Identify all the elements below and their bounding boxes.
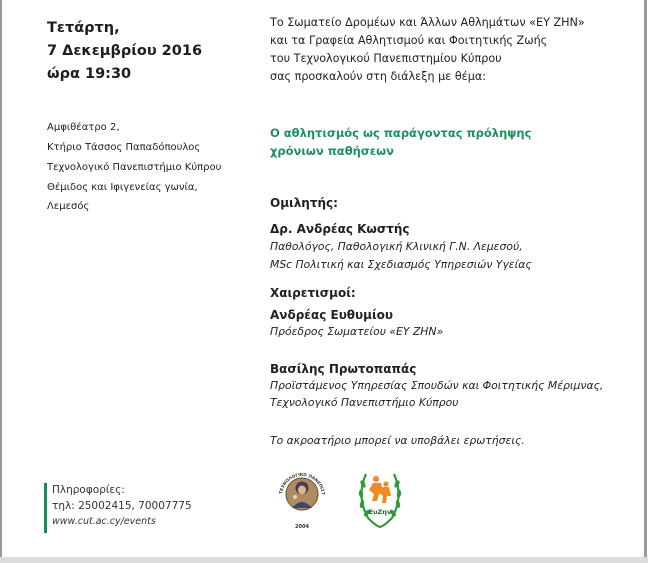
cut-university-logo xyxy=(276,466,328,534)
intro-line: του Τεχνολογικού Πανεπιστημίου Κύπρου xyxy=(270,52,502,65)
address-line: Αμφιθέατρο 2, xyxy=(47,122,120,133)
speaker-name: Δρ. Ανδρέας Κωστής xyxy=(270,222,410,236)
info-accent-bar xyxy=(44,483,47,533)
page-border-left xyxy=(0,0,2,557)
euzin-club-logo xyxy=(354,466,406,534)
lecture-topic-line: Ο αθλητισμός ως παράγοντας πρόληψης xyxy=(270,126,532,140)
greeter-role: Προϊστάμενος Υπηρεσίας Σπουδών και Φοιτητικής Μέριμνας, xyxy=(270,379,604,392)
speaker-role: Παθολόγος, Παθολογική Κλινική Γ.Ν. Λεμεσού, xyxy=(270,240,523,253)
address-line: Τεχνολογικό Πανεπιστήμιο Κύπρου xyxy=(47,162,222,173)
svg-text:2004: 2004 xyxy=(295,524,309,530)
lecture-topic-line: χρόνιων παθήσεων xyxy=(270,144,394,158)
address-line: Θέμιδος και Ιφιγενείας γωνία, xyxy=(47,182,198,193)
greeter-name: Βασίλης Πρωτοπαπάς xyxy=(270,362,417,376)
intro-line: Το Σωματείο Δρομέων και Άλλων Αθλημάτων «ΕΥ ΖΗΝ» xyxy=(270,16,585,29)
speaker-heading: Ομιλητής: xyxy=(270,196,338,210)
greetings-heading: Χαιρετισμοί: xyxy=(270,286,356,300)
info-phone: τηλ: 25002415, 70007775 xyxy=(52,500,192,512)
intro-line: σας προσκαλούν στη διάλεξη με θέμα: xyxy=(270,70,486,83)
event-date: 7 Δεκεμβρίου 2016 xyxy=(47,43,203,59)
page-border-bottom xyxy=(0,557,648,563)
closing-note: Το ακροατήριο μπορεί να υποβάλει ερωτήσεις. xyxy=(270,434,525,447)
address-line: Κτήριο Τάσσος Παπαδόπουλος xyxy=(47,142,201,153)
event-day: Τετάρτη, xyxy=(47,20,120,36)
speaker-role: MSc Πολιτική και Σχεδιασμός Υπηρεσιών Υγείας xyxy=(270,258,532,271)
event-time: ώρα 19:30 xyxy=(47,66,132,82)
greeter-role: Τεχνολογικό Πανεπιστήμιο Κύπρου xyxy=(270,396,459,409)
greeter-role: Πρόεδρος Σωματείου «ΕΥ ΖΗΝ» xyxy=(270,325,444,338)
svg-text:ΕυΖην: ΕυΖην xyxy=(368,508,392,516)
address-line: Λεμεσός xyxy=(47,201,90,212)
svg-text:ΤΕΧΝΟΛΟΓΙΚΟ ΠΑΝΕΠΙΣΤΗΜΙΟ ΚΥΠΡΟ: ΤΕΧΝΟΛΟΓΙΚΟ ΠΑΝΕΠΙΣΤ xyxy=(278,471,326,496)
greeter-name: Ανδρέας Ευθυμίου xyxy=(270,308,394,322)
intro-line: και τα Γραφεία Αθλητισμού και Φοιτητικής Ζωής xyxy=(270,34,548,47)
info-url-link[interactable]: www.cut.ac.cy/events xyxy=(52,516,156,527)
page-border-right xyxy=(644,0,647,557)
info-label: Πληροφορίες: xyxy=(52,484,125,496)
